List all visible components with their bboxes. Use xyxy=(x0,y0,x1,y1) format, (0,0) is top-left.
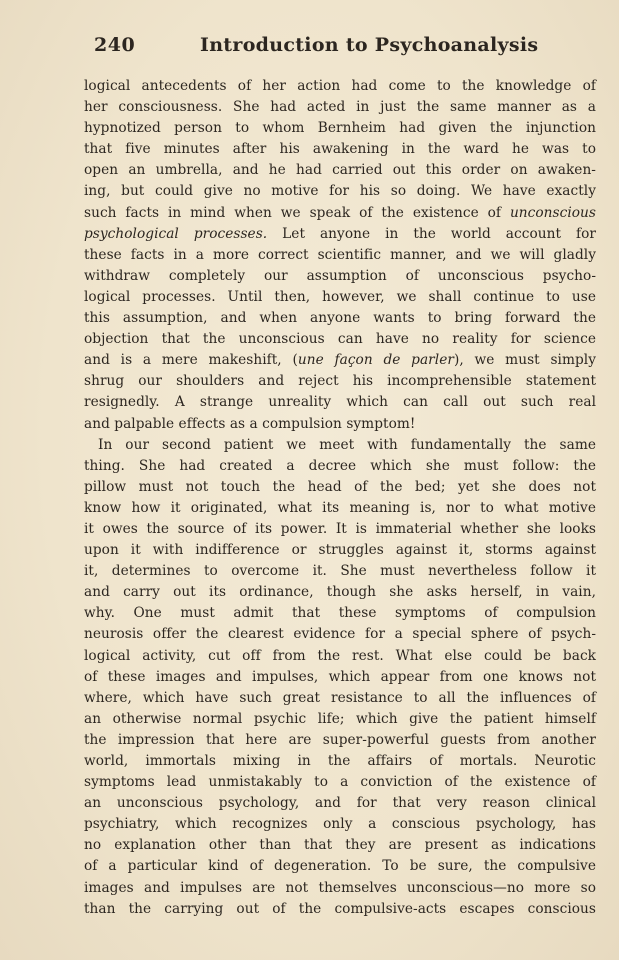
text-line: logical antecedents of her action had come to the knowledge of xyxy=(84,78,596,94)
text-line: it owes the source of its power. It is immaterial whether she looks xyxy=(84,520,596,537)
text-line: withdraw completely our assumption of unconscious psycho- xyxy=(84,267,596,284)
text-segment: such facts in mind when we speak of the existence of xyxy=(84,204,510,221)
text-line: In our second patient we meet with fundamentally the same xyxy=(98,436,596,453)
body-text xyxy=(84,76,596,920)
text-line: an unconscious psychology, and for that very reason clinical xyxy=(84,795,596,812)
italic-phrase: unconscious xyxy=(509,204,596,221)
text-line: ing, but could give no motive for his so doing. We have exactly xyxy=(84,183,596,200)
text-line: and carry out its ordinance, though she asks herself, in vain, xyxy=(84,584,596,601)
text-line: hypnotized person to whom Bernheim had given the injunction xyxy=(84,120,596,137)
text-line: logical activity, cut off from the rest. What else could be back xyxy=(84,647,596,664)
text-line xyxy=(84,350,596,371)
text-line: world, immortals mixing in the affairs of mortals. Neurotic xyxy=(84,753,596,769)
text-line: the impression that here are super-powerful guests from another xyxy=(84,731,596,748)
text-line: it, determines to overcome it. She must nevertheless follow it xyxy=(84,563,596,580)
text-segment: and is a mere makeshift, ( xyxy=(84,352,298,369)
text-line: her consciousness. She had acted in just the same manner as a xyxy=(84,99,596,116)
text-line: than the carrying out of the compulsive-acts escapes conscious xyxy=(84,900,596,917)
text-line: why. One must admit that these symptoms of compulsion xyxy=(84,605,596,622)
text-line: where, which have such great resistance to all the influences of xyxy=(84,689,596,706)
text-line: shrug our shoulders and reject his incomprehensible statement xyxy=(84,373,596,390)
text-line: and palpable effects as a compulsion symptom! xyxy=(84,415,416,432)
text-line: upon it with indifference or struggles against it, storms against xyxy=(84,542,596,559)
text-line: images and impulses are not themselves unconscious—no more so xyxy=(84,879,596,896)
text-line: these facts in a more correct scientific manner, and we will gladly xyxy=(84,246,596,263)
text-line: of these images and impulses, which appear from one knows not xyxy=(84,668,596,685)
page-number: 240 xyxy=(94,34,136,56)
text-line: resignedly. A strange unreality which can call out such real xyxy=(84,394,596,411)
text-line: thing. She had created a decree which she must follow: the xyxy=(84,457,596,474)
text-line: know how it originated, what its meaning is, nor to what motive xyxy=(84,499,596,516)
text-line: neurosis offer the clearest evidence for a special sphere of psych- xyxy=(84,626,596,643)
text-line: an otherwise normal psychic life; which give the patient himself xyxy=(84,710,596,727)
italic-phrase: une façon de parler xyxy=(297,352,454,369)
text-line: pillow must not touch the head of the bed; yet she does not xyxy=(84,478,596,495)
running-header xyxy=(94,34,539,70)
text-line: logical processes. Until then, however, we shall continue to use xyxy=(84,288,596,305)
text-line: psychiatry, which recognizes only a conscious psychology, has xyxy=(84,816,596,833)
text-segment: ), we must simply xyxy=(453,352,596,369)
text-line: that five minutes after his awakening in the ward he was to xyxy=(84,141,596,158)
text-line: no explanation other than that they are present as indications xyxy=(84,837,596,854)
text-line xyxy=(84,224,596,245)
text-line: objection that the unconscious can have no reality for science xyxy=(84,331,596,348)
text-line: this assumption, and when anyone wants to bring forward the xyxy=(84,310,596,327)
italic-phrase: psychological processes. xyxy=(84,225,268,242)
running-title: Introduction to Psychoanalysis xyxy=(200,34,539,56)
text-line xyxy=(84,203,596,224)
text-line: open an umbrella, and he had carried out this order on awaken- xyxy=(84,162,596,179)
text-segment: Let anyone in the world account for xyxy=(267,225,596,242)
text-line: symptoms lead unmistakably to a conviction of the existence of xyxy=(84,774,596,791)
text-line: of a particular kind of degeneration. To be sure, the compulsive xyxy=(84,858,596,875)
